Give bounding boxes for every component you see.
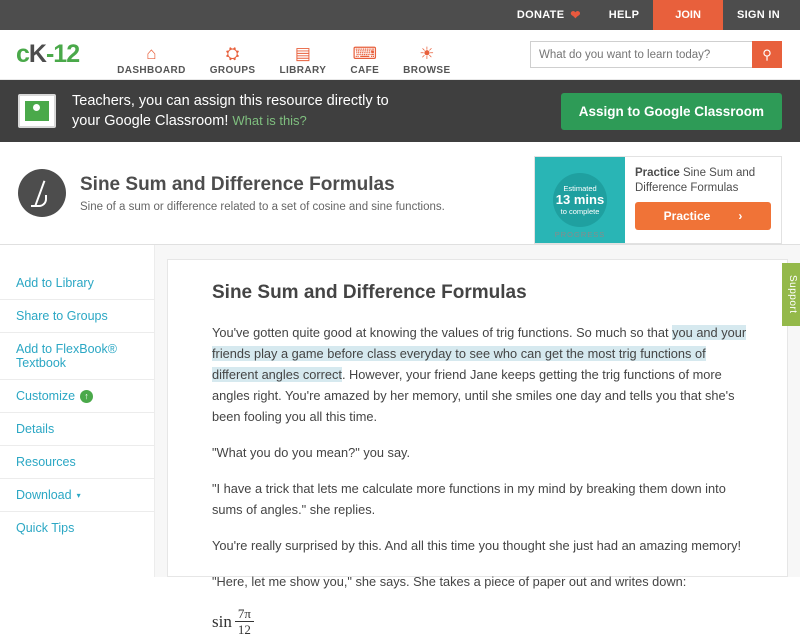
estimate-pre: Estimated <box>563 184 597 193</box>
estimate-value: 13 mins <box>555 192 605 207</box>
search-input[interactable] <box>530 41 752 68</box>
progress-label: PROGRESS <box>554 230 606 239</box>
classroom-glyph <box>25 101 49 121</box>
banner-line-2-wrap <box>72 111 561 131</box>
formula-numerator: 7π <box>235 607 254 622</box>
banner-line-2: your Google Classroom! <box>72 112 229 129</box>
practice-heading-bold: Practice <box>635 167 680 179</box>
nav-label-groups: GROUPS <box>209 64 256 76</box>
google-classroom-icon <box>18 94 56 128</box>
practice-button-label: Practice <box>663 209 711 223</box>
what-is-this-link[interactable]: What is this? <box>232 112 307 128</box>
compass-icon <box>18 169 66 217</box>
upgrade-badge-icon: ↑ <box>80 390 93 403</box>
join-button[interactable]: JOIN <box>653 0 723 30</box>
sidebar-item-quick-tips[interactable] <box>0 512 154 544</box>
lesson-title-block <box>80 174 445 213</box>
page-subtitle: Sine of a sum or difference related to a set of cosine and sine functions. <box>80 200 445 213</box>
sidebar-label-share-to-groups: Share to Groups <box>16 309 108 323</box>
practice-card-body <box>625 157 781 243</box>
nav-item-dashboard[interactable] <box>105 45 198 80</box>
p1-highlight[interactable]: you and your friends play a game before class everyday to see who can get the most trig functions of different angles correct <box>212 325 747 382</box>
nav-label-dashboard: DASHBOARD <box>117 64 186 76</box>
math-formula <box>212 607 254 636</box>
google-classroom-banner <box>0 80 800 142</box>
sidebar-label-customize: Customize <box>16 389 76 403</box>
books-icon: ▤ <box>294 43 311 63</box>
sidebar-item-customize[interactable] <box>0 380 154 413</box>
sidebar-item-share-to-groups[interactable] <box>0 300 154 333</box>
sign-in-link[interactable]: SIGN IN <box>736 9 780 21</box>
nav-item-cafe[interactable] <box>338 45 391 80</box>
main-navbar <box>0 30 800 80</box>
chat-icon: ⌨ <box>352 43 378 63</box>
banner-line-1: Teachers, you can assign this resource directly to <box>72 92 389 109</box>
practice-heading <box>635 166 771 196</box>
chevron-down-icon: ▾ <box>76 490 81 500</box>
p1-part-b: . However, your friend Jane keeps getting the trig functions of more angles right. You're amazed by her memory, until she smiles one day and tells you that she's been fooling you all this time. <box>212 367 735 424</box>
left-sidebar <box>0 245 155 577</box>
nav-item-browse[interactable] <box>391 45 462 80</box>
practice-heading-rest: Sine Sum and Difference Formulas <box>635 167 756 194</box>
donate-button[interactable] <box>503 0 595 30</box>
practice-progress-panel <box>535 157 625 243</box>
logo-12: -12 <box>45 40 80 68</box>
nav-item-library[interactable] <box>267 45 338 80</box>
sidebar-item-add-to-library[interactable] <box>0 267 154 300</box>
sidebar-item-details[interactable] <box>0 413 154 446</box>
practice-card[interactable] <box>534 156 782 244</box>
lesson-header <box>0 142 800 245</box>
logo-k: K <box>28 40 46 68</box>
sidebar-label-download: Download <box>16 488 72 502</box>
banner-text <box>72 92 561 131</box>
topbar-spacer <box>0 0 503 30</box>
nav-label-library: LIBRARY <box>279 64 327 76</box>
search-icon[interactable]: ⚲ <box>752 41 782 68</box>
sidebar-item-download[interactable] <box>0 479 154 512</box>
house-icon: ⌂ <box>146 43 157 63</box>
document-paragraph-4: You're really surprised by this. And all this time you thought she just had an amazing memory! <box>212 538 742 553</box>
chevron-right-icon: › <box>738 209 743 223</box>
document-paragraph-1 <box>212 322 747 427</box>
formula-fraction <box>235 607 254 636</box>
sidebar-label-quick-tips: Quick Tips <box>16 521 75 535</box>
search-bar <box>530 41 782 68</box>
support-tab[interactable]: Support <box>782 263 800 326</box>
logo-c: c <box>16 40 29 68</box>
nav-items <box>105 30 462 80</box>
document-paragraph-2: "What you do you mean?" you say. <box>212 445 411 460</box>
sidebar-label-add-to-library: Add to Library <box>16 276 94 290</box>
nav-label-cafe: CAFE <box>350 64 380 76</box>
sidebar-item-add-to-flexbook[interactable] <box>0 333 154 380</box>
page-title: Sine Sum and Difference Formulas <box>80 173 395 195</box>
people-icon: ⛭ <box>225 43 240 63</box>
nav-item-groups[interactable] <box>198 45 268 80</box>
nav-label-browse: BROWSE <box>403 64 451 76</box>
assign-to-google-classroom-button[interactable]: Assign to Google Classroom <box>561 93 782 130</box>
document-heading: Sine Sum and Difference Formulas <box>212 282 527 303</box>
formula-function: sin <box>212 611 232 631</box>
lightbulb-icon: ☀ <box>419 43 435 63</box>
sidebar-label-resources: Resources <box>16 455 76 469</box>
sidebar-label-add-to-flexbook: Add to FlexBook® Textbook <box>16 342 117 370</box>
sidebar-label-details: Details <box>16 422 55 436</box>
document-paragraph-3: "I have a trick that lets me calculate more functions in my mind by breaking them down into sums of angles." she replies. <box>212 481 726 517</box>
formula-denominator: 12 <box>237 622 251 637</box>
top-utility-bar <box>0 0 800 30</box>
estimated-time-badge <box>553 173 607 227</box>
help-link[interactable]: HELP <box>608 9 640 21</box>
sidebar-item-resources[interactable] <box>0 446 154 479</box>
ck12-logo[interactable] <box>16 40 79 69</box>
donate-label: DONATE <box>516 9 565 21</box>
estimate-post: to complete <box>560 207 600 216</box>
document-paragraph-5: "Here, let me show you," she says. She takes a piece of paper out and writes down: <box>212 574 687 589</box>
heart-icon: ❤ <box>570 8 581 22</box>
p1-part-a: You've gotten quite good at knowing the values of trig functions. So much so that <box>212 325 673 340</box>
practice-button[interactable] <box>635 202 771 230</box>
